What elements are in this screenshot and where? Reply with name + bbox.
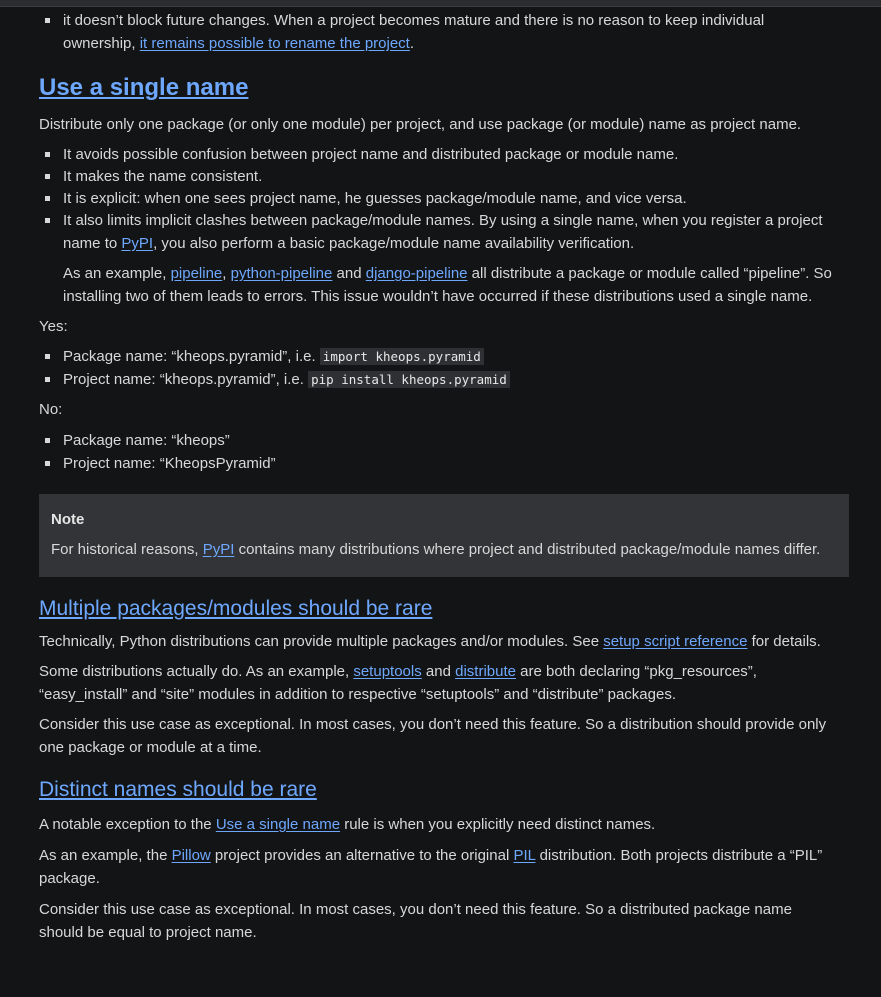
django-pipeline-link[interactable]: django-pipeline	[365, 265, 468, 282]
note-title: Note	[51, 511, 85, 528]
use-single-name-anchor[interactable]: Use a single name	[39, 74, 249, 101]
yes-label: Yes:	[39, 318, 68, 335]
list-item: It makes the name consistent.	[63, 165, 839, 188]
no-list	[39, 429, 839, 475]
pillow-link[interactable]: Pillow	[171, 847, 211, 864]
list-item: It also limits implicit clashes between package/module names. By using a single name, when you register a project name to PyPI, you also perform a basic package/module name availability verification. As an example, pipeline, python-pipeline and django-pipeline all distribute a package or module called “pipeline”. So installing two of them leads to errors. This issue wouldn’t have occurred if these distributions used a single name.	[63, 209, 839, 308]
distinct-names-anchor[interactable]: Distinct names should be rare	[39, 778, 317, 801]
paragraph: As an example, pipeline, python-pipeline and django-pipeline all distribute a package or module called “pipeline”. So installing two of them leads to errors. This issue wouldn’t have occurred if these distributions used a single name.	[63, 265, 832, 305]
heading-use-single-name	[39, 73, 839, 103]
python-pipeline-link[interactable]: python-pipeline	[230, 265, 333, 282]
distribute-link[interactable]: distribute	[455, 663, 516, 680]
rename-project-link[interactable]: it remains possible to rename the project	[139, 35, 410, 52]
pipeline-link[interactable]: pipeline	[170, 265, 223, 282]
paragraph: Technically, Python distributions can provide multiple packages and/or modules. See setup script reference for details.	[39, 633, 821, 650]
heading-distinct-names	[39, 776, 839, 804]
setup-script-reference-link[interactable]: setup script reference	[603, 633, 748, 650]
intro-list	[39, 9, 839, 55]
pypi-link[interactable]: PyPI	[121, 235, 154, 252]
list-item: It is explicit: when one sees project name, he guesses package/module name, and vice versa.	[63, 187, 839, 210]
note-box	[39, 494, 849, 577]
pil-link[interactable]: PIL	[513, 847, 536, 864]
paragraph: Distribute only one package (or only one module) per project, and use package (or module) name as project name.	[39, 116, 802, 133]
single-name-reasons-list	[39, 143, 839, 308]
list-item: Package name: “kheops.pyramid”, i.e. import kheops.pyramid	[63, 345, 839, 368]
paragraph: Some distributions actually do. As an example, setuptools and distribute are both declaring “pkg_resources”, “easy_install” and “site” modules in addition to respective “setuptools” and “distribute” packages.	[39, 663, 757, 703]
use-single-name-link[interactable]: Use a single name	[215, 816, 341, 833]
multiple-packages-anchor[interactable]: Multiple packages/modules should be rare	[39, 597, 433, 620]
paragraph: Consider this use case as exceptional. In most cases, you don’t need this feature. So a distributed package name should be equal to project name.	[39, 901, 792, 941]
list-item: Project name: “kheops.pyramid”, i.e. pip install kheops.pyramid	[63, 368, 839, 391]
list-item: Project name: “KheopsPyramid”	[63, 452, 839, 475]
pypi-link[interactable]: PyPI	[202, 541, 235, 558]
paragraph: A notable exception to the Use a single name rule is when you explicitly need distinct names.	[39, 816, 656, 833]
top-bar	[0, 0, 881, 7]
paragraph: Consider this use case as exceptional. In most cases, you don’t need this feature. So a distribution should provide only one package or module at a time.	[39, 716, 827, 756]
code-pip-install: pip install kheops.pyramid	[308, 371, 510, 388]
code-import: import kheops.pyramid	[320, 348, 484, 365]
yes-list	[39, 345, 839, 391]
list-item: it doesn’t block future changes. When a project becomes mature and there is no reason to keep individual ownership, it remains possible to rename the project.	[63, 9, 839, 55]
list-item: Package name: “kheops”	[63, 429, 839, 452]
no-label: No:	[39, 401, 63, 418]
heading-multiple-packages	[39, 595, 839, 623]
list-item: It avoids possible confusion between project name and distributed package or module name.	[63, 143, 839, 166]
paragraph: As an example, the Pillow project provides an alternative to the original PIL distribution. Both projects distribute a “PIL” package.	[39, 847, 823, 887]
setuptools-link[interactable]: setuptools	[353, 663, 422, 680]
document-content	[39, 7, 839, 944]
note-text: For historical reasons, PyPI contains many distributions where project and distributed package/module names differ.	[51, 541, 821, 558]
